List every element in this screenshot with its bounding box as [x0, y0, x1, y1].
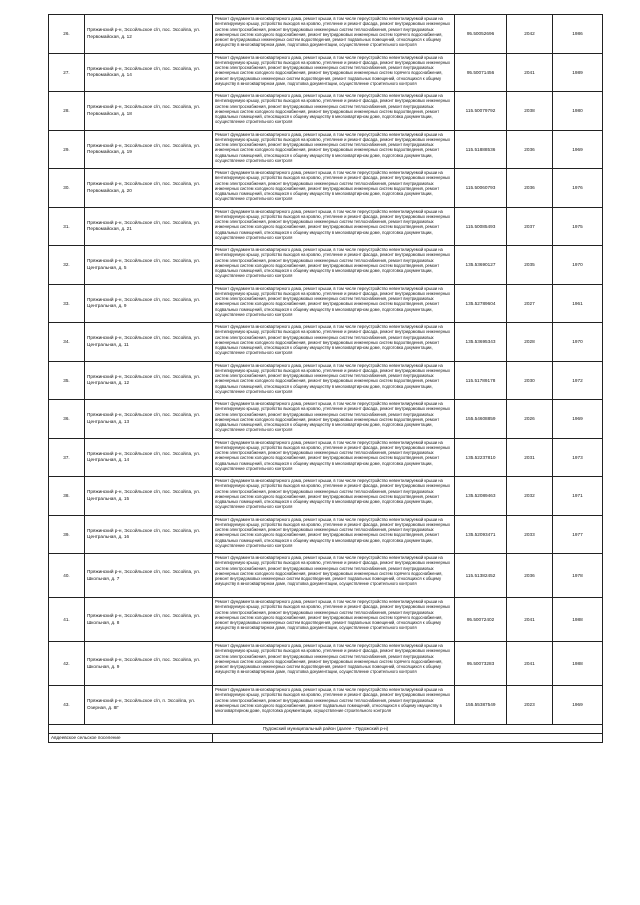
table-row — [49, 515, 603, 554]
row-planned-year: 2036 — [507, 169, 553, 208]
row-cost: 115.50085493 — [455, 207, 507, 246]
row-planned-year: 2036 — [507, 554, 553, 598]
row-address: Пряжинский р-н, Эссойльское с/п, пос. Эссойла, ул. Школьная, д. 9 — [85, 642, 213, 686]
row-address: Пряжинский р-н, Эссойльское с/п, пос. Эссойла, ул. Школьная, д. 8 — [85, 598, 213, 642]
row-number: 43. — [49, 686, 85, 725]
row-number: 35. — [49, 361, 85, 400]
row-work-description: Ремонт фундамента многоквартирного дома, ремонт крыши, в том числе переустройство невентилируемой крыши на вентилируемую крышу, устройство выходов на кровлю, утепление и ремонт фасада, ремонт внутридомовых инженерных систем электроснабжения, ремонт внутридомовых инженерных систем теплоснабжения, ремонт внутридомовых инженерных систем холодного водоснабжения, ремонт внутридомовых инженерных систем водоотведения, ремонт подвальных помещений, относящихся к общему имуществу в многоквартирном доме, подготовка документации, осуществление строительного контроля — [213, 477, 455, 516]
row-built-year: 1969 — [553, 686, 603, 725]
row-work-description: Ремонт фундамента многоквартирного дома, ремонт крыши, в том числе переустройство невентилируемой крыши на вентилируемую крышу, устройство выходов на кровлю, утепление и ремонт фасада, ремонт внутридомовых инженерных систем электроснабжения, ремонт внутридомовых инженерных систем теплоснабжения, ремонт внутридомовых инженерных систем холодного водоснабжения, ремонт внутридомовых инженерных систем водоотведения, ремонт подвальных помещений, относящихся к общему имуществу в многоквартирном доме, подготовка документации, осуществление строительного контроля — [213, 284, 455, 323]
row-built-year: 1972 — [553, 361, 603, 400]
row-planned-year: 2036 — [507, 130, 553, 169]
row-address: Пряжинский р-н, Эссойльское с/п, пос. Эссойла, ул. Центральная, д. 12 — [85, 361, 213, 400]
row-cost: 135.52789604 — [455, 284, 507, 323]
table-row — [49, 438, 603, 477]
row-work-description: Ремонт фундамента многоквартирного дома, ремонт крыши, в том числе переустройство невентилируемой крыши на вентилируемую крышу, устройство выходов на кровлю, утепление и ремонт фасада, ремонт внутридомовых инженерных систем электроснабжения, ремонт внутридомовых инженерных систем теплоснабжения, ремонт внутридомовых инженерных систем холодного водоснабжения, ремонт внутридомовых инженерных систем горячего водоснабжения, ремонт внутридомовых инженерных систем водоотведения, ремонт подвальных помещений, относящихся к общему имуществу в многоквартирном доме, подготовка документации, осуществление строительного контроля — [213, 15, 455, 54]
row-built-year: 1970 — [553, 246, 603, 285]
settlement-row — [49, 733, 603, 742]
row-number: 41. — [49, 598, 85, 642]
row-address: Пряжинский р-н, Эссойльское с/п, пос. Эссойла, ул. Школьная, д. 7 — [85, 554, 213, 598]
table-row — [49, 323, 603, 362]
row-planned-year: 2041 — [507, 598, 553, 642]
row-address: Пряжинский р-н, Эссойльское с/п, пос. Эссойла, ул. Центральная, д. 5 — [85, 246, 213, 285]
table-row — [49, 400, 603, 439]
row-number: 29. — [49, 130, 85, 169]
row-cost: 95.50052696 — [455, 15, 507, 54]
row-built-year: 1986 — [553, 15, 603, 54]
table-row — [49, 361, 603, 400]
row-cost: 135.52093471 — [455, 515, 507, 554]
row-built-year: 1978 — [553, 554, 603, 598]
row-address: Пряжинский р-н, Эссойльское с/п, пос. Эссойла, ул. Первомайская, д. 12 — [85, 15, 213, 54]
row-cost: 135.52237810 — [455, 438, 507, 477]
row-cost: 115.51888536 — [455, 130, 507, 169]
row-planned-year: 2035 — [507, 246, 553, 285]
row-address: Пряжинский р-н, Эссойльское с/п, пос. Эссойла, ул. Центральная, д. 16 — [85, 515, 213, 554]
row-work-description: Ремонт фундамента многоквартирного дома, ремонт крыши, в том числе переустройство невентилируемой крыши на вентилируемую крышу, устройство выходов на кровлю, утепление и ремонт фасада, ремонт внутридомовых инженерных систем электроснабжения, ремонт внутридомовых инженерных систем теплоснабжения, ремонт внутридомовых инженерных систем холодного водоснабжения, ремонт внутридомовых инженерных систем водоотведения, ремонт подвальных помещений, относящихся к общему имуществу в многоквартирном доме, подготовка документации, осуществление строительного контроля — [213, 207, 455, 246]
document-sheet — [48, 14, 602, 743]
row-planned-year: 2031 — [507, 438, 553, 477]
table-row — [49, 92, 603, 131]
row-built-year: 1969 — [553, 400, 603, 439]
row-address: Пряжинский р-н, Эссойльское с/п, пос. Эссойла, ул. Центральная, д. 11 — [85, 323, 213, 362]
row-address: Пряжинский р-н, Эссойльское с/п, пос. Эссойла, ул. Центральная, д. 9 — [85, 284, 213, 323]
row-cost: 155.54608859 — [455, 400, 507, 439]
row-number: 28. — [49, 92, 85, 131]
table-body — [49, 15, 603, 725]
row-planned-year: 2041 — [507, 53, 553, 92]
settlement-empty-cell — [213, 733, 603, 742]
row-built-year: 1971 — [553, 477, 603, 516]
row-number: 37. — [49, 438, 85, 477]
row-number: 33. — [49, 284, 85, 323]
row-work-description: Ремонт фундамента многоквартирного дома, ремонт крыши, в том числе переустройство невентилируемой крыши на вентилируемую крышу, устройство выходов на кровлю, утепление и ремонт фасада, ремонт внутридомовых инженерных систем электроснабжения, ремонт внутридомовых инженерных систем теплоснабжения, ремонт внутридомовых инженерных систем холодного водоснабжения, ремонт внутридомовых инженерных систем горячего водоснабжения, ремонт внутридомовых инженерных систем водоотведения, ремонт подвальных помещений, относящихся к общему имуществу в многоквартирном доме, подготовка документации, осуществление строительного контроля — [213, 554, 455, 598]
row-number: 42. — [49, 642, 85, 686]
row-work-description: Ремонт фундамента многоквартирного дома, ремонт крыши, в том числе переустройство невентилируемой крыши на вентилируемую крышу, устройство выходов на кровлю, утепление и ремонт фасада, ремонт внутридомовых инженерных систем электроснабжения, ремонт внутридомовых инженерных систем теплоснабжения, ремонт внутридомовых инженерных систем холодного водоснабжения, ремонт подвальных помещений, относящихся к общему имуществу в многоквартирном доме, подготовка документации, осуществление строительного контроля — [213, 686, 455, 725]
table-row — [49, 207, 603, 246]
table-row — [49, 477, 603, 516]
row-planned-year: 2033 — [507, 515, 553, 554]
row-work-description: Ремонт фундамента многоквартирного дома, ремонт крыши, в том числе переустройство невентилируемой крыши на вентилируемую крышу, устройство выходов на кровлю, утепление и ремонт фасада, ремонт внутридомовых инженерных систем электроснабжения, ремонт внутридомовых инженерных систем теплоснабжения, ремонт внутридомовых инженерных систем холодного водоснабжения, ремонт внутридомовых инженерных систем водоотведения, ремонт подвальных помещений, относящихся к общему имуществу в многоквартирном доме, подготовка документации, осуществление строительного контроля — [213, 92, 455, 131]
row-built-year: 1973 — [553, 438, 603, 477]
row-planned-year: 2042 — [507, 15, 553, 54]
row-number: 31. — [49, 207, 85, 246]
row-built-year: 1969 — [553, 130, 603, 169]
row-planned-year: 2032 — [507, 477, 553, 516]
row-built-year: 1989 — [553, 53, 603, 92]
row-work-description: Ремонт фундамента многоквартирного дома, ремонт крыши, в том числе переустройство невентилируемой крыши на вентилируемую крышу, устройство выходов на кровлю, утепление и ремонт фасада, ремонт внутридомовых инженерных систем электроснабжения, ремонт внутридомовых инженерных систем теплоснабжения, ремонт внутридомовых инженерных систем холодного водоснабжения, ремонт внутридомовых инженерных систем водоотведения, ремонт подвальных помещений, относящихся к общему имуществу в многоквартирном доме, подготовка документации, осуществление строительного контроля — [213, 323, 455, 362]
row-cost: 115.51382452 — [455, 554, 507, 598]
table-row — [49, 15, 603, 54]
row-address: Пряжинский р-н, Эссойльское с/п, пос. Эссойла, ул. Первомайская, д. 18 — [85, 92, 213, 131]
row-cost: 135.53695343 — [455, 323, 507, 362]
row-address: Пряжинский р-н, Эссойльское с/п, пос. Эссойла, ул. Центральная, д. 15 — [85, 477, 213, 516]
row-address: Пряжинский р-н, Эссойльское с/п, пос. Эссойла, ул. Центральная, д. 13 — [85, 400, 213, 439]
row-built-year: 1976 — [553, 169, 603, 208]
row-number: 27. — [49, 53, 85, 92]
row-work-description: Ремонт фундамента многоквартирного дома, ремонт крыши, в том числе переустройство невентилируемой крыши на вентилируемую крышу, устройство выходов на кровлю, утепление и ремонт фасада, ремонт внутридомовых инженерных систем электроснабжения, ремонт внутридомовых инженерных систем теплоснабжения, ремонт внутридомовых инженерных систем холодного водоснабжения, ремонт внутридомовых инженерных систем водоотведения, ремонт подвальных помещений, относящихся к общему имуществу в многоквартирном доме, подготовка документации, осуществление строительного контроля — [213, 130, 455, 169]
row-built-year: 1988 — [553, 598, 603, 642]
district-label: Пудожский муниципальный район (далее - Пудожский р-н) — [49, 724, 603, 733]
table-row — [49, 53, 603, 92]
row-number: 34. — [49, 323, 85, 362]
row-built-year: 1988 — [553, 642, 603, 686]
row-address: Пряжинский р-н, Эссойльское с/п, пос. Эссойла, ул. Первомайская, д. 19 — [85, 130, 213, 169]
table-row — [49, 169, 603, 208]
row-planned-year: 2041 — [507, 642, 553, 686]
row-planned-year: 2037 — [507, 207, 553, 246]
row-planned-year: 2026 — [507, 400, 553, 439]
row-cost: 155.55387549 — [455, 686, 507, 725]
row-built-year: 1961 — [553, 284, 603, 323]
row-address: Пряжинский р-н, Эссойльское с/п, пос. Эссойла, ул. Первомайская, д. 14 — [85, 53, 213, 92]
table-row — [49, 554, 603, 598]
row-built-year: 1970 — [553, 323, 603, 362]
row-cost: 95.50072402 — [455, 598, 507, 642]
row-work-description: Ремонт фундамента многоквартирного дома, ремонт крыши, в том числе переустройство невентилируемой крыши на вентилируемую крышу, устройство выходов на кровлю, утепление и ремонт фасада, ремонт внутридомовых инженерных систем электроснабжения, ремонт внутридомовых инженерных систем теплоснабжения, ремонт внутридомовых инженерных систем холодного водоснабжения, ремонт внутридомовых инженерных систем горячего водоснабжения, ремонт внутридомовых инженерных систем водоотведения, ремонт подвальных помещений, относящихся к общему имуществу в многоквартирном доме, подготовка документации, осуществление строительного контроля — [213, 53, 455, 92]
settlement-label: Авдеевское сельское поселение — [49, 733, 213, 742]
row-planned-year: 2038 — [507, 92, 553, 131]
row-planned-year: 2030 — [507, 361, 553, 400]
row-number: 40. — [49, 554, 85, 598]
row-number: 39. — [49, 515, 85, 554]
row-work-description: Ремонт фундамента многоквартирного дома, ремонт крыши, в том числе переустройство невентилируемой крыши на вентилируемую крышу, устройство выходов на кровлю, утепление и ремонт фасада, ремонт внутридомовых инженерных систем электроснабжения, ремонт внутридомовых инженерных систем теплоснабжения, ремонт внутридомовых инженерных систем холодного водоснабжения, ремонт внутридомовых инженерных систем водоотведения, ремонт подвальных помещений, относящихся к общему имуществу в многоквартирном доме, подготовка документации, осуществление строительного контроля — [213, 400, 455, 439]
row-address: Пряжинский р-н, Эссойльское с/п, пос. Эссойла, ул. Первомайская, д. 20 — [85, 169, 213, 208]
row-cost: 135.53690127 — [455, 246, 507, 285]
repair-schedule-table — [48, 14, 603, 743]
row-cost: 115.50060793 — [455, 169, 507, 208]
row-work-description: Ремонт фундамента многоквартирного дома, ремонт крыши, в том числе переустройство невентилируемой крыши на вентилируемую крышу, устройство выходов на кровлю, утепление и ремонт фасада, ремонт внутридомовых инженерных систем электроснабжения, ремонт внутридомовых инженерных систем теплоснабжения, ремонт внутридомовых инженерных систем холодного водоснабжения, ремонт внутридомовых инженерных систем водоотведения, ремонт подвальных помещений, относящихся к общему имуществу в многоквартирном доме, подготовка документации, осуществление строительного контроля — [213, 169, 455, 208]
row-cost: 135.52089463 — [455, 477, 507, 516]
district-row — [49, 724, 603, 733]
table-row — [49, 642, 603, 686]
row-number: 38. — [49, 477, 85, 516]
row-planned-year: 2023 — [507, 686, 553, 725]
row-number: 30. — [49, 169, 85, 208]
row-cost: 115.50079792 — [455, 92, 507, 131]
row-number: 32. — [49, 246, 85, 285]
table-row — [49, 130, 603, 169]
row-built-year: 1975 — [553, 207, 603, 246]
row-planned-year: 2028 — [507, 323, 553, 362]
table-row — [49, 246, 603, 285]
row-work-description: Ремонт фундамента многоквартирного дома, ремонт крыши, в том числе переустройство невентилируемой крыши на вентилируемую крышу, устройство выходов на кровлю, утепление и ремонт фасада, ремонт внутридомовых инженерных систем электроснабжения, ремонт внутридомовых инженерных систем теплоснабжения, ремонт внутридомовых инженерных систем холодного водоснабжения, ремонт внутридомовых инженерных систем горячего водоснабжения, ремонт внутридомовых инженерных систем водоотведения, ремонт подвальных помещений, относящихся к общему имуществу в многоквартирном доме, подготовка документации, осуществление строительного контроля — [213, 598, 455, 642]
row-work-description: Ремонт фундамента многоквартирного дома, ремонт крыши, в том числе переустройство невентилируемой крыши на вентилируемую крышу, устройство выходов на кровлю, утепление и ремонт фасада, ремонт внутридомовых инженерных систем электроснабжения, ремонт внутридомовых инженерных систем теплоснабжения, ремонт внутридомовых инженерных систем холодного водоснабжения, ремонт внутридомовых инженерных систем водоотведения, ремонт подвальных помещений, относящихся к общему имуществу в многоквартирном доме, подготовка документации, осуществление строительного контроля — [213, 246, 455, 285]
row-built-year: 1980 — [553, 92, 603, 131]
table-row — [49, 598, 603, 642]
table-row — [49, 686, 603, 725]
row-address: Пряжинский р-н, Эссойльское с/п, пос. Эссойла, ул. Центральная, д. 14 — [85, 438, 213, 477]
row-work-description: Ремонт фундамента многоквартирного дома, ремонт крыши, в том числе переустройство невентилируемой крыши на вентилируемую крышу, устройство выходов на кровлю, утепление и ремонт фасада, ремонт внутридомовых инженерных систем электроснабжения, ремонт внутридомовых инженерных систем теплоснабжения, ремонт внутридомовых инженерных систем холодного водоснабжения, ремонт внутридомовых инженерных систем горячего водоснабжения, ремонт внутридомовых инженерных систем водоотведения, ремонт подвальных помещений, относящихся к общему имуществу в многоквартирном доме, подготовка документации, осуществление строительного контроля — [213, 642, 455, 686]
row-address: Пряжинский р-н, Эссойльское с/п, п. Эссойла, ул. Озерная, д. 8Г — [85, 686, 213, 725]
row-cost: 95.50071456 — [455, 53, 507, 92]
row-cost: 95.50073283 — [455, 642, 507, 686]
row-work-description: Ремонт фундамента многоквартирного дома, ремонт крыши, в том числе переустройство невентилируемой крыши на вентилируемую крышу, устройство выходов на кровлю, утепление и ремонт фасада, ремонт внутридомовых инженерных систем электроснабжения, ремонт внутридомовых инженерных систем теплоснабжения, ремонт внутридомовых инженерных систем холодного водоснабжения, ремонт внутридомовых инженерных систем водоотведения, ремонт подвальных помещений, относящихся к общему имуществу в многоквартирном доме, подготовка документации, осуществление строительного контроля — [213, 515, 455, 554]
row-address: Пряжинский р-н, Эссойльское с/п, пос. Эссойла, ул. Первомайская, д. 21 — [85, 207, 213, 246]
table-row — [49, 284, 603, 323]
row-work-description: Ремонт фундамента многоквартирного дома, ремонт крыши, в том числе переустройство невентилируемой крыши на вентилируемую крышу, устройство выходов на кровлю, утепление и ремонт фасада, ремонт внутридомовых инженерных систем электроснабжения, ремонт внутридомовых инженерных систем теплоснабжения, ремонт внутридомовых инженерных систем холодного водоснабжения, ремонт внутридомовых инженерных систем водоотведения, ремонт подвальных помещений, относящихся к общему имуществу в многоквартирном доме, подготовка документации, осуществление строительного контроля — [213, 361, 455, 400]
row-planned-year: 2027 — [507, 284, 553, 323]
row-work-description: Ремонт фундамента многоквартирного дома, ремонт крыши, в том числе переустройство невентилируемой крыши на вентилируемую крышу, устройство выходов на кровлю, утепление и ремонт фасада, ремонт внутридомовых инженерных систем электроснабжения, ремонт внутридомовых инженерных систем теплоснабжения, ремонт внутридомовых инженерных систем холодного водоснабжения, ремонт внутридомовых инженерных систем водоотведения, ремонт подвальных помещений, относящихся к общему имуществу в многоквартирном доме, подготовка документации, осуществление строительного контроля — [213, 438, 455, 477]
row-number: 36. — [49, 400, 85, 439]
row-cost: 115.51789178 — [455, 361, 507, 400]
row-number: 26. — [49, 15, 85, 54]
row-built-year: 1977 — [553, 515, 603, 554]
